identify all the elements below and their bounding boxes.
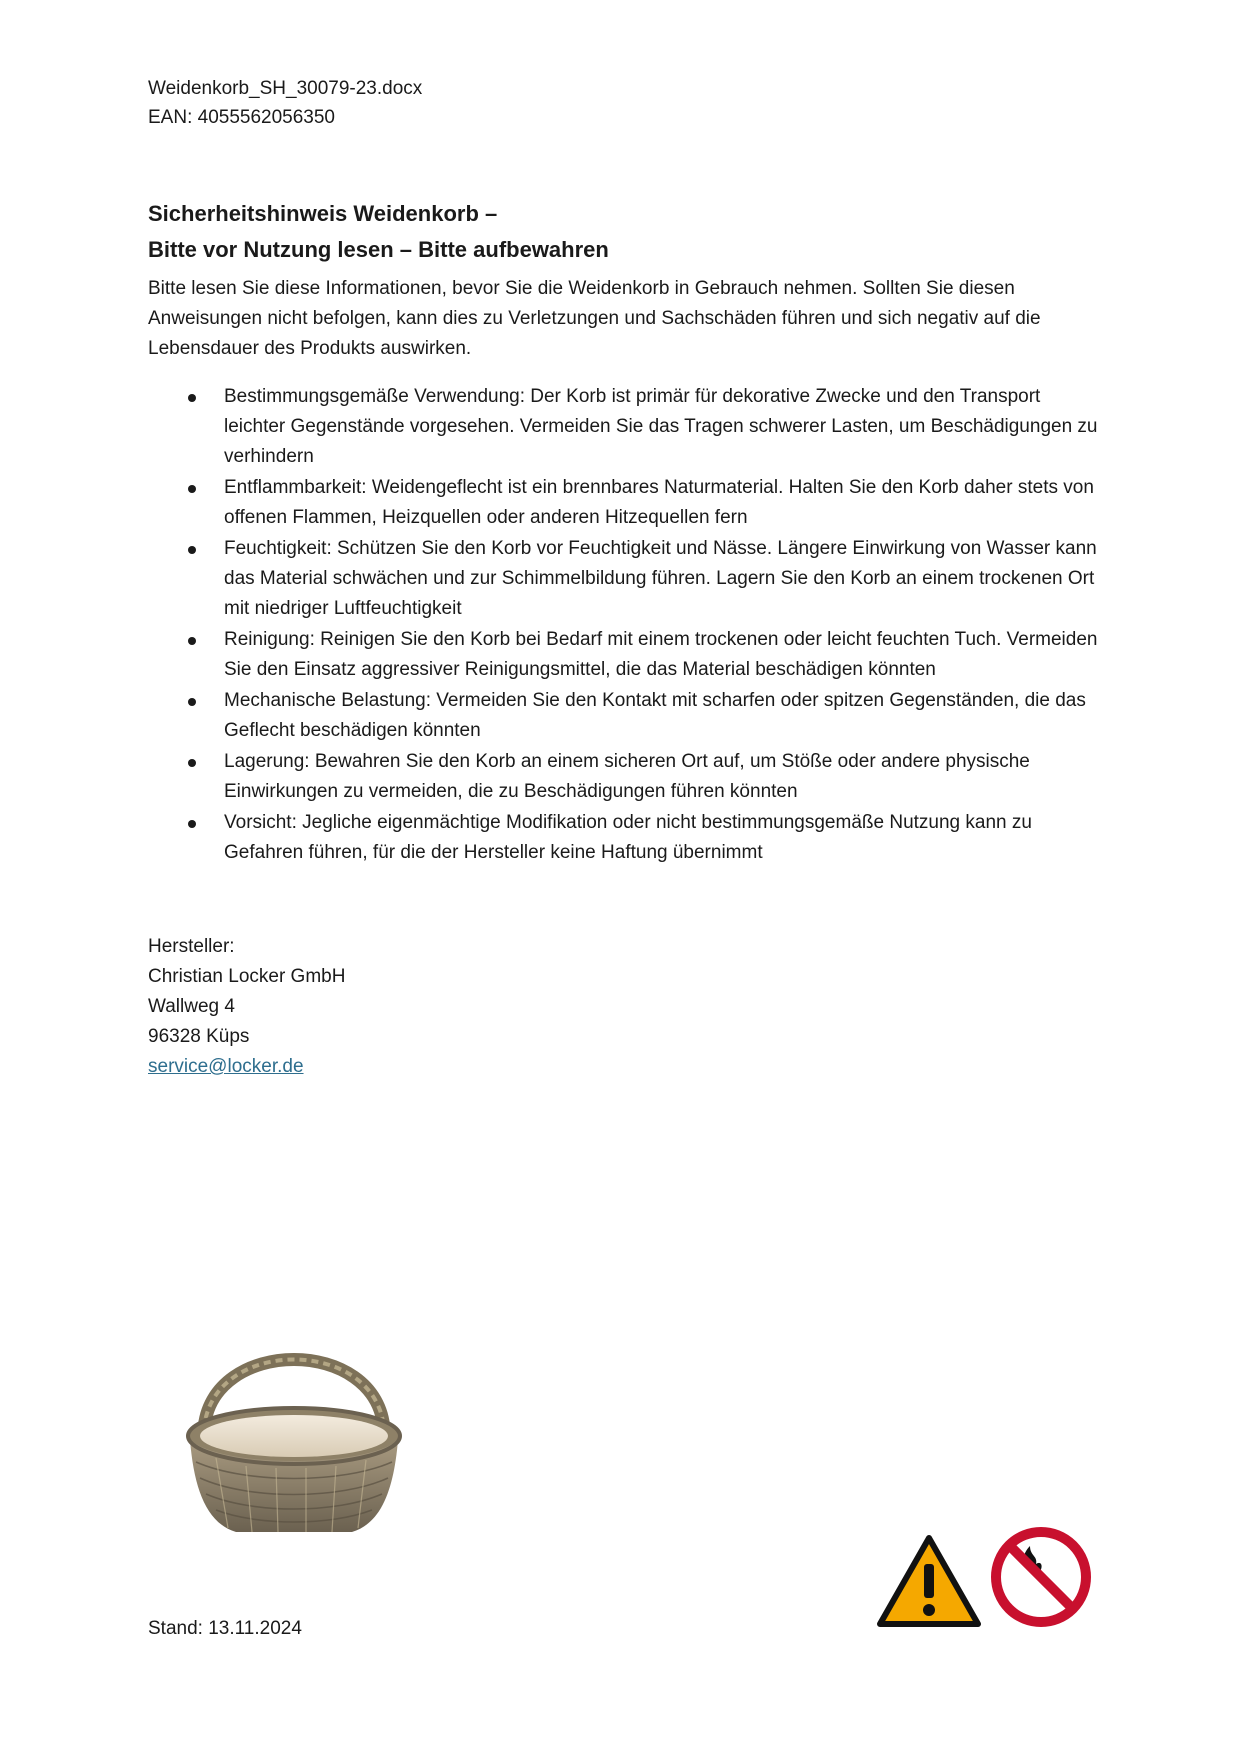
title-line-1: Sicherheitshinweis Weidenkorb –	[148, 201, 498, 226]
manufacturer-city: 96328 Küps	[148, 1026, 250, 1047]
safety-list	[148, 382, 1098, 869]
list-item	[148, 382, 1098, 472]
bullet-icon	[188, 485, 196, 493]
list-item	[148, 473, 1098, 533]
warning-triangle-icon	[876, 1534, 982, 1628]
list-item-text: Bestimmungsgemäße Verwendung: Der Korb ist primär für dekorative Zwecke und den Transport leichter Gegenstände vorgesehen. Vermeiden Sie das Tragen schwerer Lasten, um Beschädigungen zu verhindern	[224, 386, 1098, 467]
manufacturer-street: Wallweg 4	[148, 996, 235, 1017]
email-link[interactable]: service@locker.de	[148, 1056, 304, 1077]
list-item	[148, 625, 1098, 685]
list-item-text: Feuchtigkeit: Schützen Sie den Korb vor Feuchtigkeit und Nässe. Längere Einwirkung von Wasser kann das Material schwächen und zur Schimmelbildung führen. Lagern Sie den Korb an einem trockenen Ort mit niedriger Luftfeuchtigkeit	[224, 538, 1097, 619]
document-title	[148, 196, 609, 268]
bullet-icon	[188, 820, 196, 828]
wicker-basket-image	[176, 1318, 412, 1548]
list-item-text: Reinigung: Reinigen Sie den Korb bei Bedarf mit einem trockenen oder leicht feuchten Tuch. Vermeiden Sie den Einsatz aggressiver Reinigungsmittel, die das Material beschädigen könnten	[224, 629, 1098, 680]
list-item	[148, 808, 1098, 868]
bullet-icon	[188, 759, 196, 767]
no-open-flame-icon	[990, 1526, 1092, 1628]
title-line-2: Bitte vor Nutzung lesen – Bitte aufbewahren	[148, 237, 609, 262]
bullet-icon	[188, 546, 196, 554]
bullet-icon	[188, 394, 196, 402]
list-item	[148, 747, 1098, 807]
manufacturer-name: Christian Locker GmbH	[148, 966, 346, 987]
document-header	[148, 74, 422, 132]
list-item	[148, 534, 1098, 624]
bullet-icon	[188, 637, 196, 645]
ean-code: EAN: 4055562056350	[148, 107, 335, 128]
list-item-text: Mechanische Belastung: Vermeiden Sie den Kontakt mit scharfen oder spitzen Gegenständen, die das Geflecht beschädigen könnten	[224, 690, 1086, 741]
list-item-text: Lagerung: Bewahren Sie den Korb an einem sicheren Ort auf, um Stöße oder andere physische Einwirkungen zu vermeiden, die zu Beschädigungen führen könnten	[224, 751, 1030, 802]
intro-paragraph: Bitte lesen Sie diese Informationen, bevor Sie die Weidenkorb in Gebrauch nehmen. Sollten Sie diesen Anweisungen nicht befolgen, kann dies zu Verletzungen und Sachschäden führen und sich negativ auf die Lebensdauer des Produkts auswirken.	[148, 278, 1041, 359]
manufacturer-address	[148, 932, 345, 1082]
manufacturer-label: Hersteller:	[148, 936, 235, 957]
bullet-icon	[188, 698, 196, 706]
revision-date: Stand: 13.11.2024	[148, 1618, 302, 1639]
list-item-text: Entflammbarkeit: Weidengeflecht ist ein brennbares Naturmaterial. Halten Sie den Korb daher stets von offenen Flammen, Heizquellen oder anderen Hitzequellen fern	[224, 477, 1094, 528]
file-name: Weidenkorb_SH_30079-23.docx	[148, 78, 423, 99]
list-item	[148, 686, 1098, 746]
list-item-text: Vorsicht: Jegliche eigenmächtige Modifikation oder nicht bestimmungsgemäße Nutzung kann zu Gefahren führen, für die der Hersteller keine Haftung übernimmt	[224, 812, 1032, 863]
